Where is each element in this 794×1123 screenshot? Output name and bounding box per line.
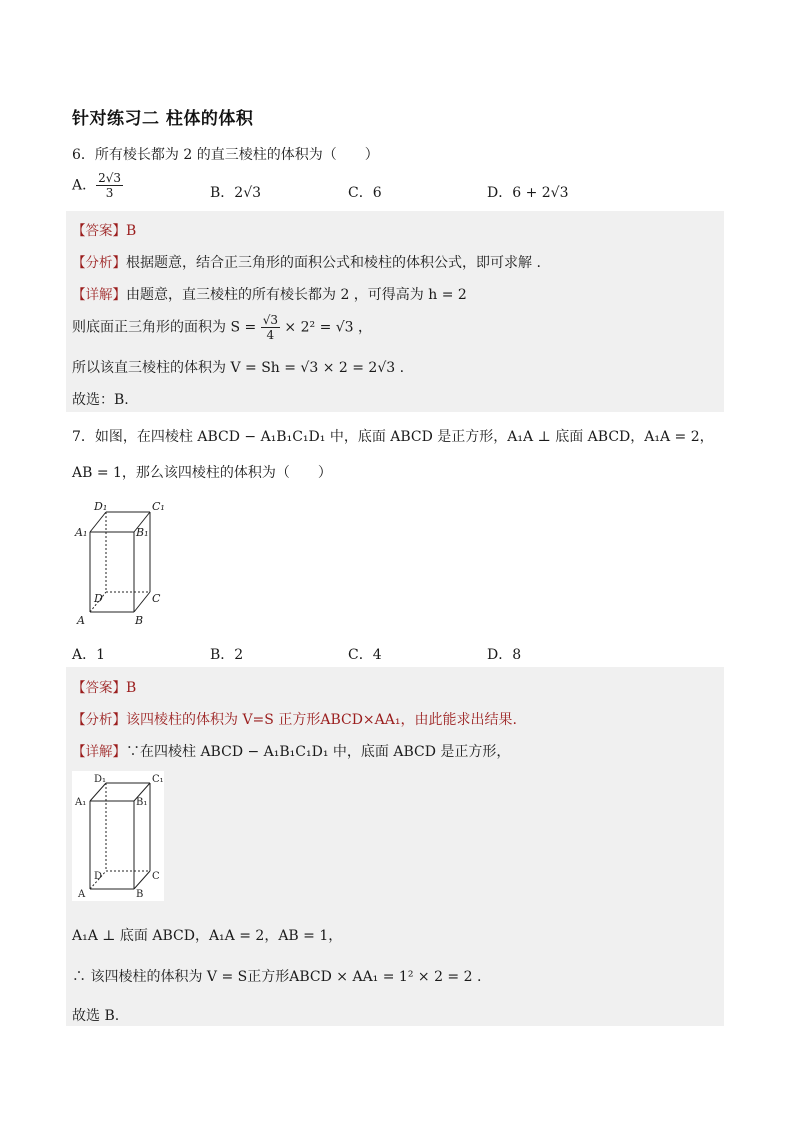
q6-analysis-tag: 【分析】 <box>72 255 126 271</box>
label-a: A <box>77 614 85 627</box>
label-a1: A₁ <box>75 526 88 539</box>
q6-solution-box <box>66 211 724 412</box>
label-d1: D₁ <box>94 774 107 785</box>
q6-option-a-fraction <box>96 172 123 199</box>
q6-option-a <box>72 172 123 199</box>
label-c: C <box>152 592 161 605</box>
label-c: C <box>152 871 160 882</box>
q6-detail-2-suffix: × 2² = √3 ， <box>284 319 373 336</box>
label-c1: C₁ <box>152 774 164 785</box>
q6-detail-2-fraction <box>261 314 280 341</box>
q7-analysis <box>72 708 517 729</box>
label-d: D <box>94 592 103 605</box>
q7-answer-value: B <box>126 680 137 696</box>
q7-stem-line-1: 7．如图，在四棱柱 ABCD − A₁B₁C₁D₁ 中，底面 ABCD 是正方形，A₁A ⊥ 底面 ABCD，A₁A = 2， <box>72 429 714 445</box>
label-b: B <box>135 614 144 627</box>
q6-analysis-text: 根据题意，结合正三角形的面积公式和棱柱的体积公式，即可求解 . <box>126 255 541 271</box>
q6-detail-tag: 【详解】 <box>72 287 126 303</box>
q6-detail-line-3: 所以该直三棱柱的体积为 V = Sh = √3 × 2 = 2√3 . <box>72 360 405 376</box>
q6-option-a-numerator: 2√3 <box>98 171 122 185</box>
q7-conclusion: 故选 B. <box>72 1008 120 1024</box>
q6-answer <box>72 219 136 239</box>
q6-detail-2-denominator: 4 <box>266 328 275 342</box>
q6-option-c: C．6 <box>348 185 382 201</box>
q7-stem-line-2: AB = 1，那么该四棱柱的体积为（ ） <box>72 465 332 481</box>
label-d1: D₁ <box>94 500 108 513</box>
q6-analysis <box>72 251 541 272</box>
q7-option-d: D．8 <box>487 647 522 663</box>
q6-detail-2-prefix: 则底面正三角形的面积为 S = <box>72 319 257 336</box>
q6-option-a-label: A． <box>72 177 97 194</box>
edge-a1-d1 <box>90 512 106 532</box>
q6-option-a-denominator: 3 <box>105 186 114 200</box>
q6-stem: 6．所有棱长都为 2 的直三棱柱的体积为（ ） <box>72 147 379 163</box>
q7-answer <box>72 676 136 696</box>
q6-detail-line-2 <box>72 314 372 341</box>
q7-analysis-text: 该四棱柱的体积为 V=S 正方形ABCD×AA₁，由此能求出结果. <box>126 712 517 728</box>
q7-prism-figure <box>72 496 172 628</box>
q7-solution-prism-figure <box>72 771 164 901</box>
label-a1: A₁ <box>75 797 87 808</box>
edge-b-c <box>134 592 150 612</box>
q6-detail-2-numerator: √3 <box>262 313 278 327</box>
q6-conclusion: 故选：B. <box>72 392 129 408</box>
q7-option-c: C．4 <box>348 647 382 663</box>
q6-answer-value: B <box>126 223 137 239</box>
q6-detail <box>72 283 467 304</box>
q7-detail-line-1: ∵在四棱柱 ABCD − A₁B₁C₁D₁ 中，底面 ABCD 是正方形， <box>126 744 511 760</box>
label-b1: B₁ <box>136 797 148 808</box>
q7-detail-line-3: ∴ 该四棱柱的体积为 V = S正方形ABCD × AA₁ = 1² × 2 = 2 . <box>72 969 482 985</box>
q6-option-b: B．2√3 <box>210 185 262 201</box>
q7-answer-tag: 【答案】 <box>72 680 126 696</box>
q6-detail-line-1: 由题意，直三棱柱的所有棱长都为 2 ，可得高为 h = 2 <box>126 287 467 303</box>
q7-detail-line-2: A₁A ⊥ 底面 ABCD，A₁A = 2，AB = 1， <box>72 928 343 944</box>
q7-detail <box>72 740 510 761</box>
q7-option-b: B．2 <box>210 647 244 663</box>
q6-answer-tag: 【答案】 <box>72 223 126 239</box>
section-title: 针对练习二 柱体的体积 <box>72 109 254 129</box>
label-a: A <box>78 889 86 900</box>
label-b: B <box>136 889 144 900</box>
label-b1: B₁ <box>136 526 149 539</box>
q7-option-a: A．1 <box>72 647 106 663</box>
q7-detail-tag: 【详解】 <box>72 744 126 760</box>
label-d: D <box>94 871 103 882</box>
label-c1: C₁ <box>152 500 165 513</box>
q7-analysis-tag: 【分析】 <box>72 712 126 728</box>
q6-option-d: D．6 + 2√3 <box>487 185 569 201</box>
